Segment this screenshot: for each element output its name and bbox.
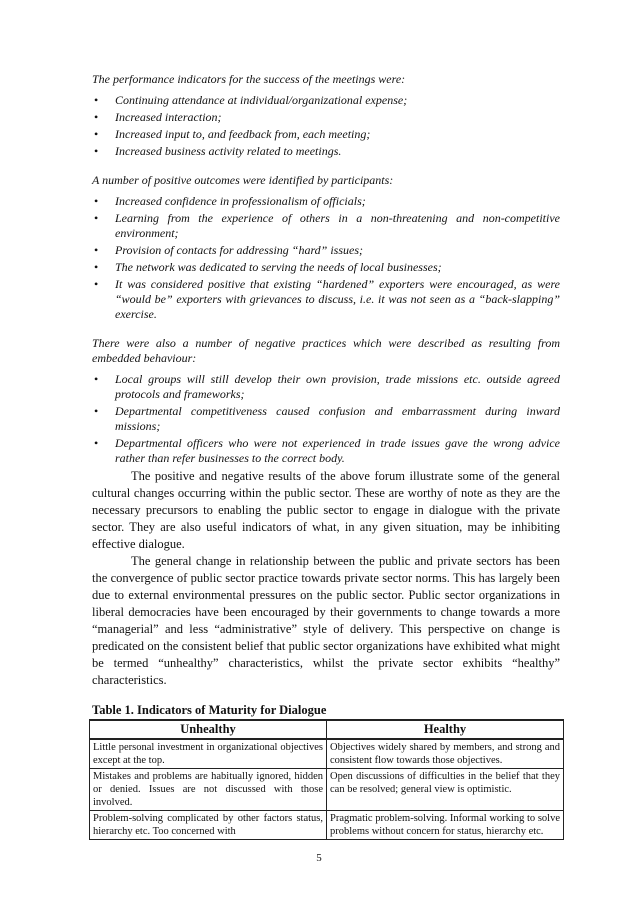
table-row <box>90 739 564 769</box>
list-item: • Local groups will still develop their own provision, trade missions etc. outside agreed protocols and frameworks; <box>92 372 560 402</box>
performance-list <box>92 93 560 159</box>
list-item: • The network was dedicated to serving the needs of local businesses; <box>92 260 560 275</box>
table-header-row <box>90 720 564 739</box>
negative-list <box>92 372 560 466</box>
list-item: • It was considered positive that existing “hardened” exporters were encouraged, as were “would be” exporters with grievances to discuss, i.e. it was not seen as a “back-slapping” exercise. <box>92 277 560 322</box>
positive-intro: A number of positive outcomes were identified by participants: <box>92 173 394 187</box>
table-cell: Open discussions of difficulties in the belief that they can be resolved; general view is optimistic. <box>327 769 564 811</box>
table-cell: Little personal investment in organizational objectives except at the top. <box>90 739 327 769</box>
list-item: • Departmental officers who were not experienced in trade issues gave the wrong advice rather than refer businesses to the correct body. <box>92 436 560 466</box>
body-paragraph-2: The general change in relationship between the public and private sectors has been the convergence of public sector practice towards private sector norms. This has largely been due to external environmental pressures on the public sector. Public sector organizations in liberal democracies have been encouraged by their governments to change towards a more “managerial” and less “administrative” style of delivery. This perspective on change is predicated on the consistent belief that public sector organizations have exhibited what might be termed “unhealthy” characteristics, whilst the private sector exhibits “healthy” characteristics. <box>92 554 560 687</box>
negative-practices-section <box>92 336 560 466</box>
column-header-unhealthy: Unhealthy <box>90 720 327 739</box>
table-cell: Mistakes and problems are habitually ignored, hidden or denied. Issues are not discussed with those involved. <box>90 769 327 811</box>
table-cell: Pragmatic problem-solving. Informal working to solve problems without concern for status, hierarchy etc. <box>327 811 564 840</box>
list-item: • Increased input to, and feedback from, each meeting; <box>92 127 560 142</box>
table-cell: Problem-solving complicated by other factors status, hierarchy etc. Too concerned with <box>90 811 327 840</box>
table-row <box>90 769 564 811</box>
page-content <box>92 72 560 840</box>
maturity-table <box>89 719 564 840</box>
performance-section <box>92 72 560 159</box>
negative-intro: There were also a number of negative practices which were described as resulting from embedded behaviour: <box>92 336 560 365</box>
column-header-healthy: Healthy <box>327 720 564 739</box>
performance-intro: The performance indicators for the success of the meetings were: <box>92 72 406 86</box>
list-item: • Departmental competitiveness caused confusion and embarrassment during inward missions; <box>92 404 560 434</box>
table-row <box>90 811 564 840</box>
table-cell: Objectives widely shared by members, and strong and consistent flow towards those objectives. <box>327 739 564 769</box>
list-item: • Provision of contacts for addressing “hard” issues; <box>92 243 560 258</box>
page-number: 5 <box>316 852 322 864</box>
list-item: • Increased business activity related to meetings. <box>92 144 560 159</box>
list-item: • Continuing attendance at individual/organizational expense; <box>92 93 560 108</box>
body-paragraph-1: The positive and negative results of the above forum illustrate some of the general cultural changes occurring within the public sector. These are worthy of note as they are the necessary precursors to enabling the public sector to engage in dialogue with the private sector. They are also useful indicators of what, in any given situation, may be inhibiting effective dialogue. <box>92 469 560 551</box>
table-title: Table 1. Indicators of Maturity for Dialogue <box>92 703 327 717</box>
list-item: • Increased confidence in professionalism of officials; <box>92 194 560 209</box>
positive-list <box>92 194 560 322</box>
list-item: • Learning from the experience of others in a non-threatening and non-competitive environment; <box>92 211 560 241</box>
list-item: • Increased interaction; <box>92 110 560 125</box>
positive-outcomes-section <box>92 173 560 322</box>
